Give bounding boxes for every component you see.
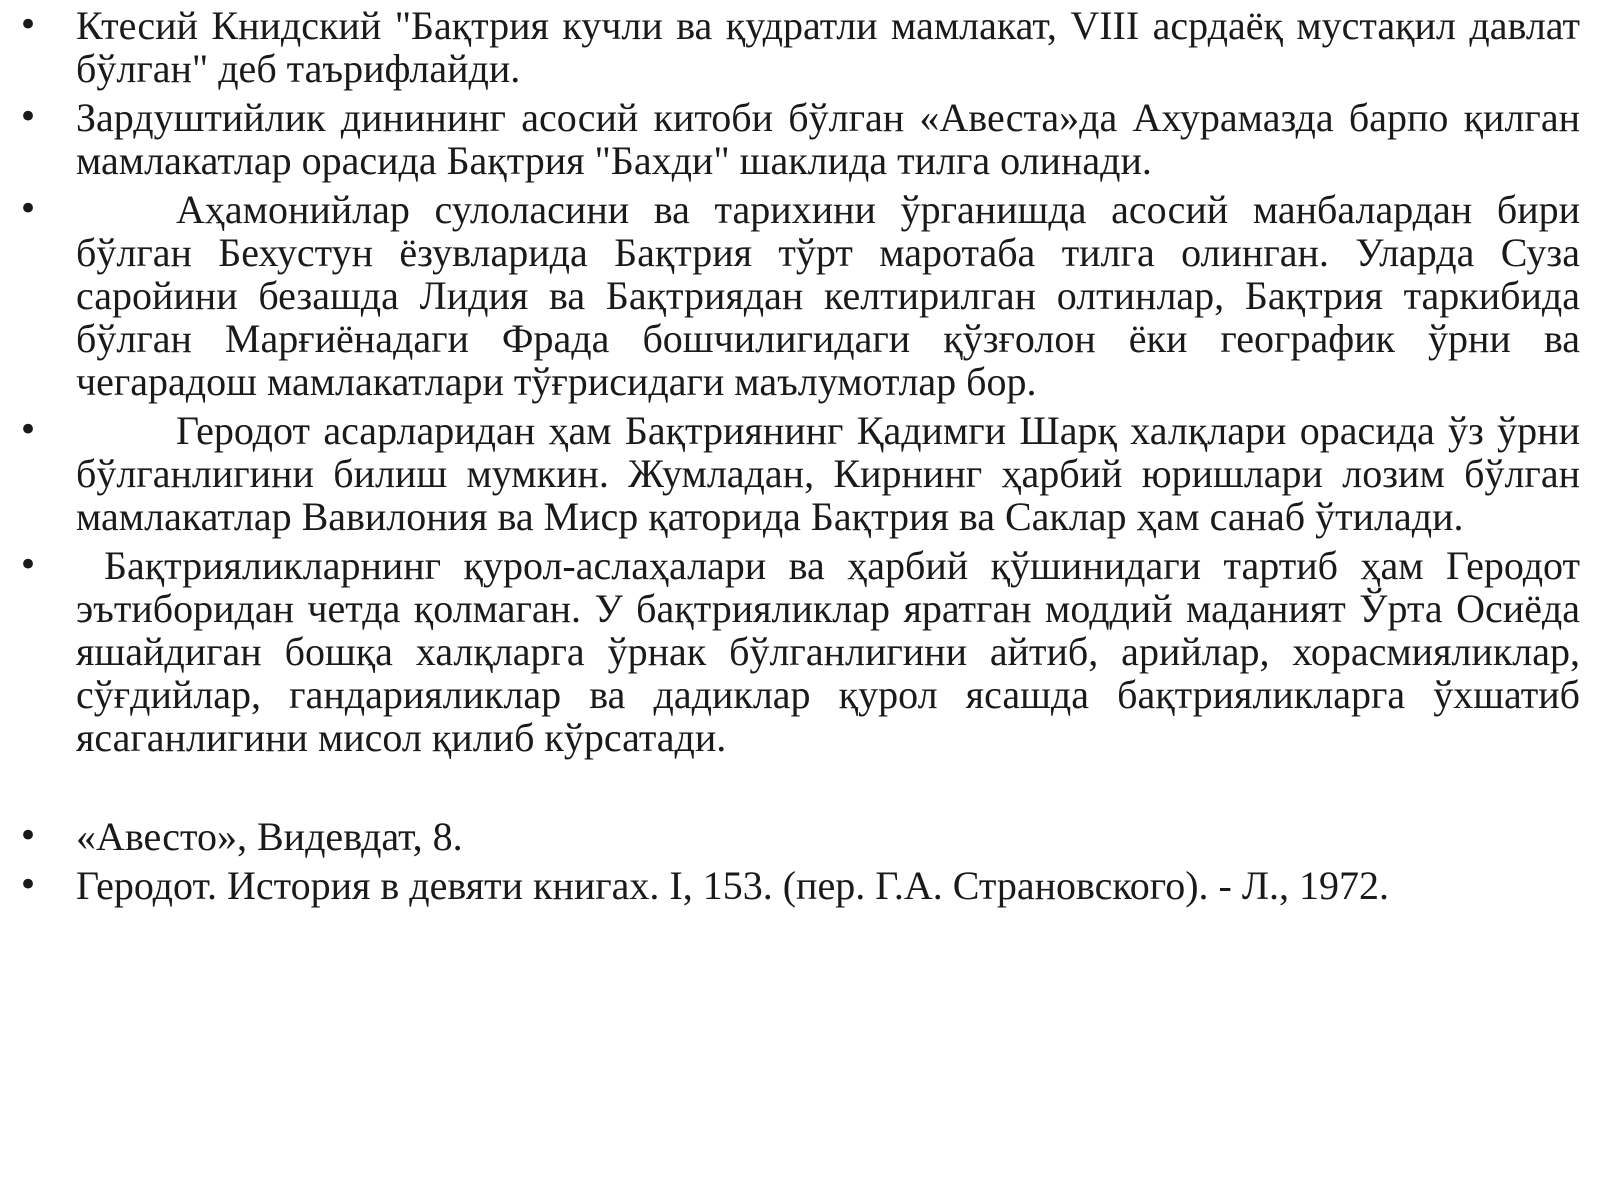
bullet-icon: • [18, 5, 39, 45]
paragraph-text: Бақтрияликларнинг қурол-аслаҳалари ва ҳарбий қўшинидаги тартиб ҳам Геродот эътиборидан четда қолмаган. У бақтрияликлар яратган моддий маданият Ўрта Осиёда яшайдиган бошқа халқларга ўрнак бўлганлигини айтиб, арийлар, хорасмияликлар, сўғдийлар, гандарияликлар ва дадиклар қурол ясашда бақтрияликларга ўхшатиб ясаганлигини мисол қилиб кўрсатади. [76, 543, 1580, 760]
reference-text: «Авесто», Видевдат, 8. [76, 814, 463, 859]
paragraph-text: Аҳамонийлар сулоласини ва тарихини ўрганишда асосий манбалардан бири бўлган Бехустун ёзувларида Бақтрия тўрт маротаба тилга олинган. Уларда Суза саройини безашда Лидия ва Бақтриядан келтирилган олтинлар, Бақтрия таркибида бўлган Марғиёнадаги Фрада бошчилигидаги қўзғолон ёки географик ўрни ва чегарадош мамлакатлари тўғрисидаги маълумотлар бор. [76, 187, 1580, 404]
list-item [18, 544, 1580, 759]
bullet-icon: • [18, 865, 39, 905]
reference-item [18, 864, 1580, 907]
bullet-icon: • [18, 189, 39, 229]
bullet-icon: • [18, 97, 39, 137]
list-item [18, 96, 1580, 182]
list-item [18, 4, 1580, 90]
bullet-list [18, 4, 1580, 913]
reference-text: Геродот. История в девяти книгах. I, 153. (пер. Г.А. Страновского). - Л., 1972. [76, 863, 1389, 908]
bullet-icon: • [18, 410, 39, 450]
paragraph-text: Ктесий Книдский "Бақтрия кучли ва қудратли мамлакат, VIII асрдаёқ мустақил давлат бўлган" деб таърифлайди. [76, 3, 1580, 91]
paragraph-text: Зардуштийлик динининг асосий китоби бўлган «Авеста»да Ахурамазда барпо қилган мамлакатлар орасида Бақтрия "Бахди" шаклида тилга олинади. [76, 95, 1580, 183]
paragraph-text: Геродот асарларидан ҳам Бақтриянинг Қадимги Шарқ халқлари орасида ўз ўрни бўлганлигини билиш мумкин. Жумладан, Кирнинг ҳарбий юришлари лозим бўлган мамлакатлар Вавилония ва Миср қаторида Бақтрия ва Саклар ҳам санаб ўтилади. [76, 408, 1580, 539]
list-item [18, 409, 1580, 538]
bullet-icon: • [18, 545, 39, 585]
list-item [18, 188, 1580, 403]
bullet-icon: • [18, 816, 39, 856]
reference-item [18, 815, 1580, 858]
